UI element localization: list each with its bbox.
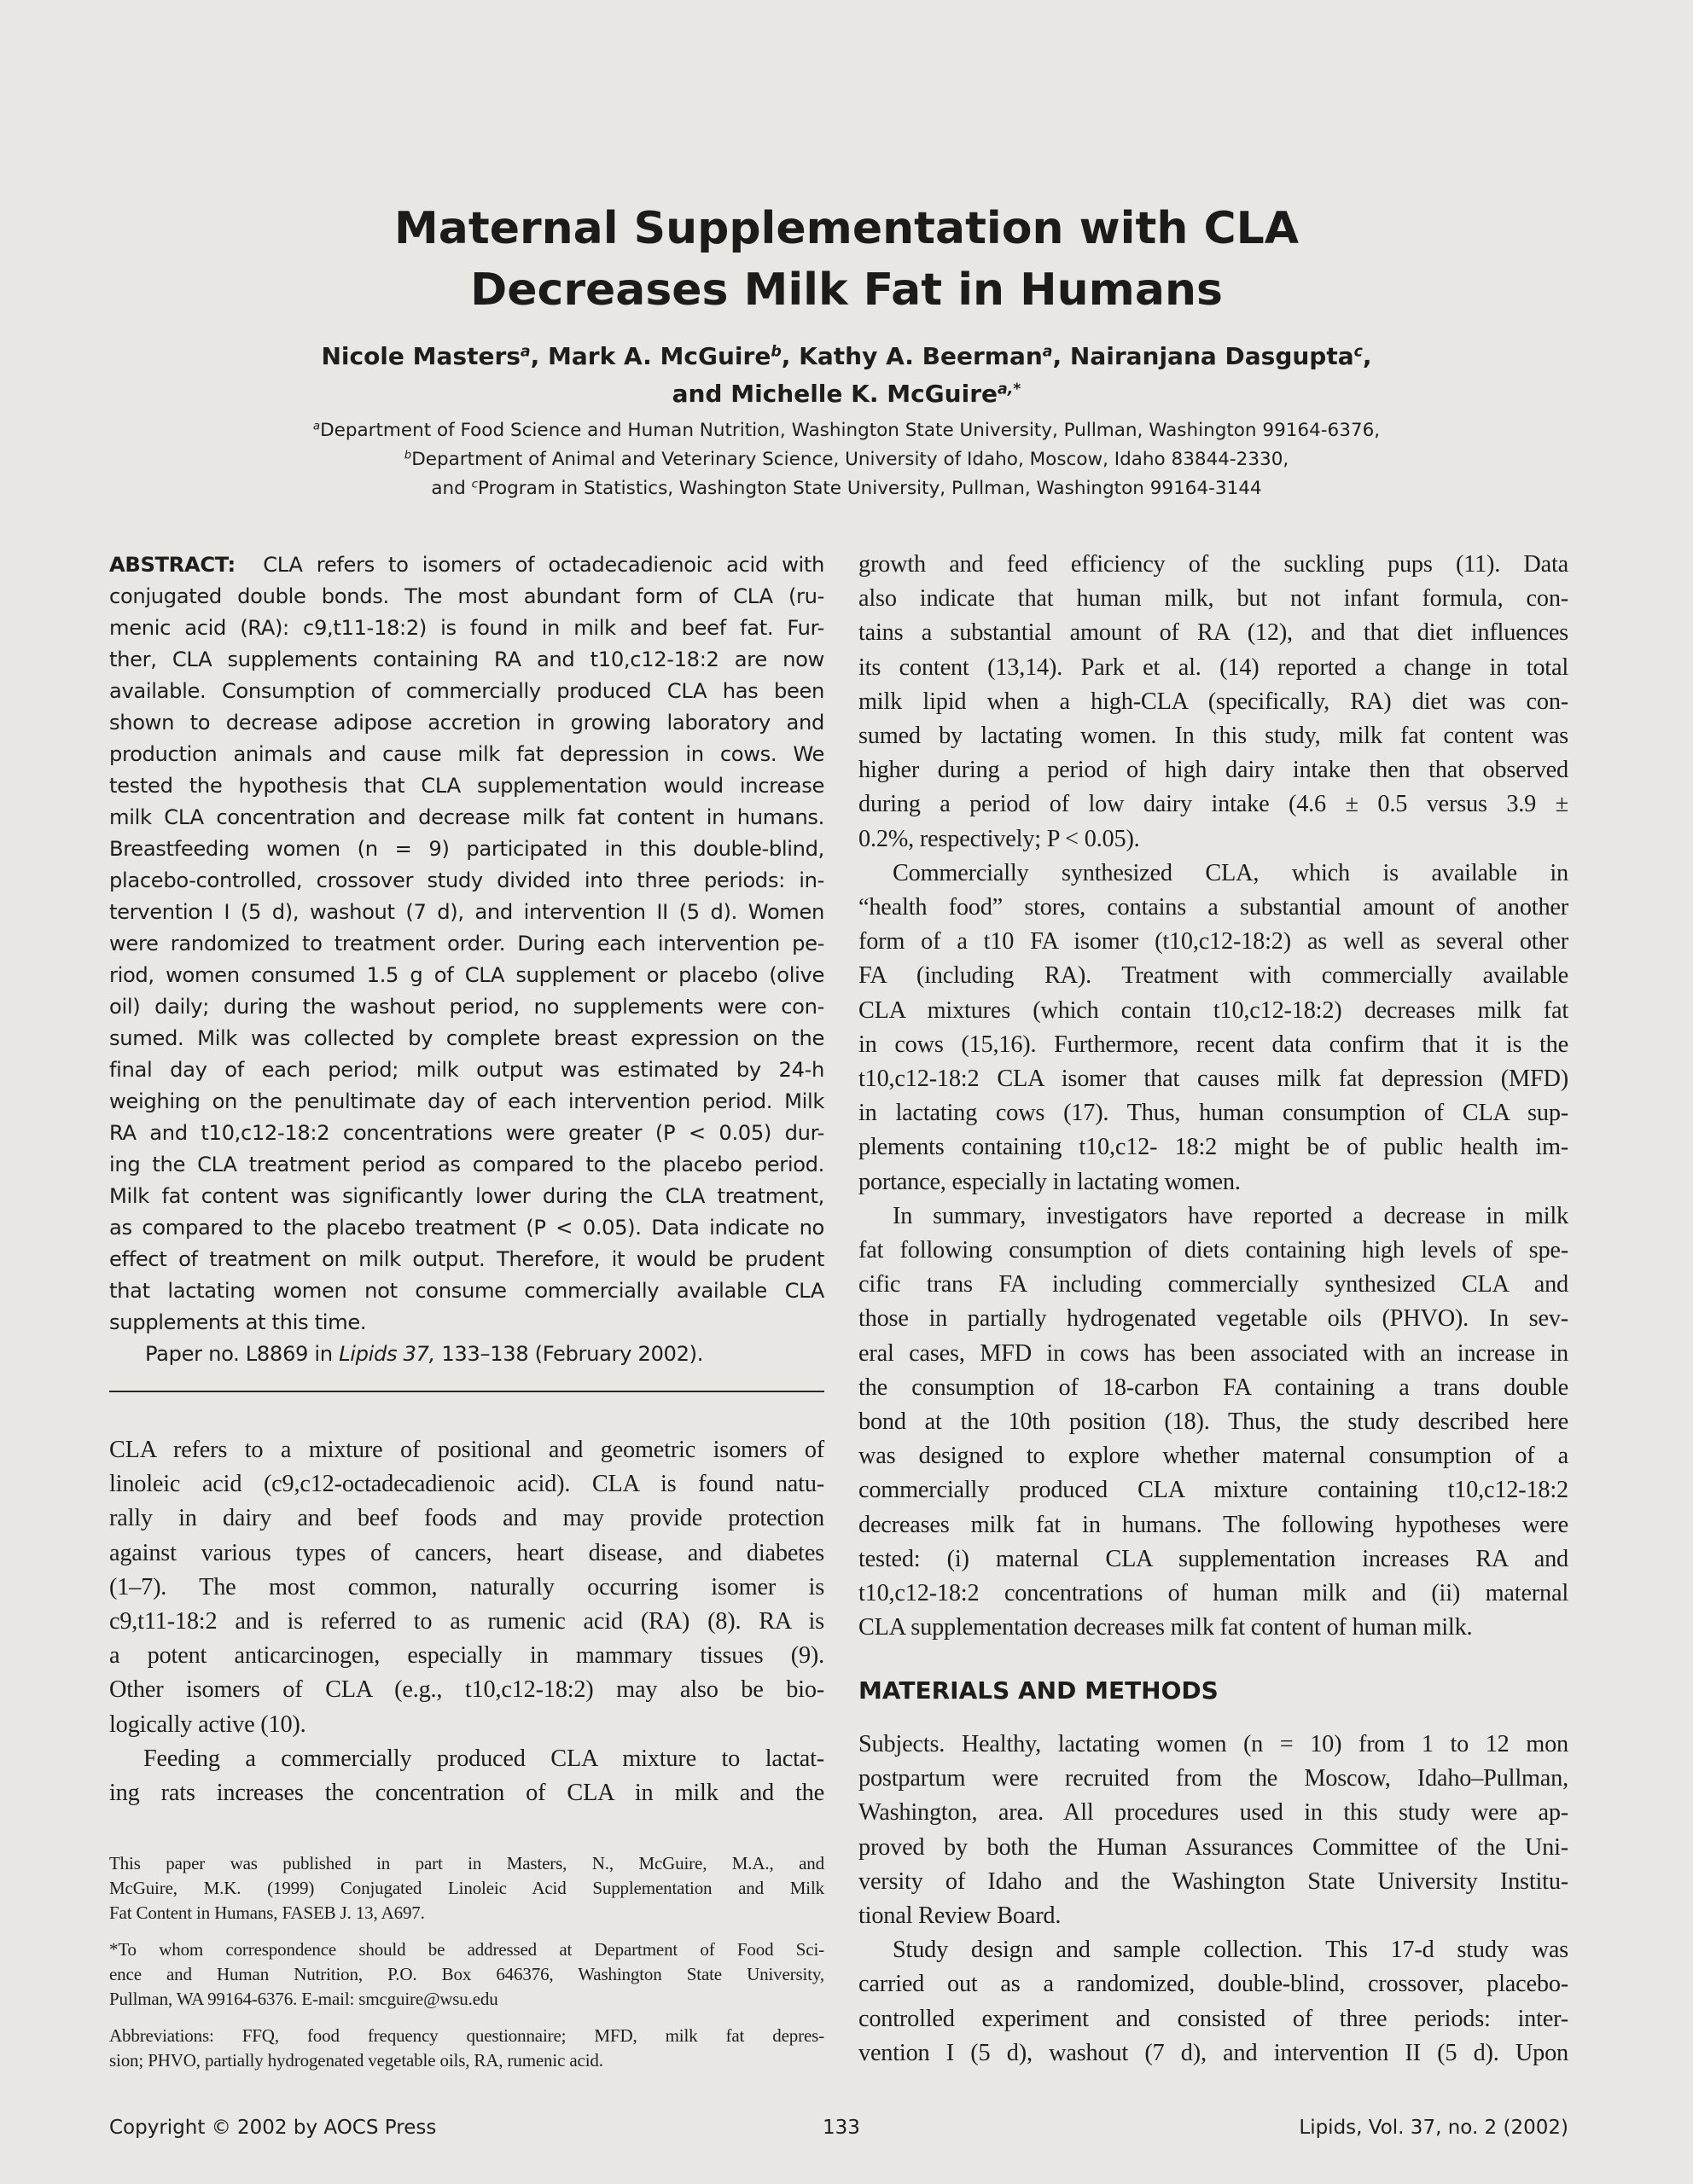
- body-line: 0.2%, respectively; P < 0.05).: [858, 825, 1140, 852]
- author-name: Michelle K. McGuire: [730, 380, 998, 408]
- author-affil-mark: b: [771, 343, 782, 361]
- abstract-line: available. Consumption of commercially produced CLA has been: [109, 679, 824, 703]
- body-line: in lactating cows (17). Thus, human consumption of CLA sup-: [858, 1100, 1568, 1127]
- body-line: in cows (15,16). Furthermore, recent data confirm that it is the: [858, 1031, 1568, 1058]
- abstract-line: tervention I (5 d), washout (7 d), and intervention II (5 d). Women: [109, 900, 824, 924]
- abstract-line: Breastfeeding women (n = 9) participated in this double-blind,: [109, 837, 824, 861]
- body-line: t10,c12-18:2 concentrations of human milk and (ii) maternal: [858, 1580, 1568, 1607]
- abstract-line: conjugated double bonds. The most abundant form of CLA (ru-: [109, 584, 824, 608]
- body-line: portance, especially in lactating women.: [858, 1168, 1241, 1195]
- abstract-line: [109, 549, 824, 581]
- body-line: FA (including RA). Treatment with commercially available: [858, 962, 1568, 990]
- abstract-line: riod, women consumed 1.5 g of CLA supplement or placebo (olive: [109, 963, 824, 987]
- body-line: tested: (i) maternal CLA supplementation increases RA and: [858, 1545, 1568, 1572]
- journal-reference: Lipids, Vol. 37, no. 2 (2002): [1299, 2117, 1568, 2139]
- author-separator: ,: [1362, 342, 1372, 370]
- abstract-line: production animals and cause milk fat depression in cows. We: [109, 742, 824, 766]
- body-line: Washington, area. All procedures used in this study were ap-: [858, 1799, 1568, 1827]
- body-line: c9,t11-18:2 and is referred to as rumenic acid (RA) (8). RA is: [109, 1608, 824, 1635]
- body-line: t10,c12-18:2 CLA isomer that causes milk fat depression (MFD): [858, 1066, 1568, 1093]
- abstract-line: supplements at this time.: [109, 1310, 367, 1334]
- abstract-line: that lactating women not consume commercially available CLA: [109, 1279, 824, 1303]
- affiliations: [0, 416, 1693, 503]
- body-line: Other isomers of CLA (e.g., t10,c12-18:2) may also be bio-: [109, 1676, 824, 1704]
- body-line: tains a substantial amount of RA (12), and that diet influences: [858, 619, 1568, 647]
- footnote-line: Abbreviations: FFQ, food frequency questionnaire; MFD, milk fat depres-: [109, 2025, 824, 2046]
- right-column: [858, 548, 1568, 1646]
- body-line: “health food” stores, contains a substantial amount of another: [858, 894, 1568, 921]
- footnote-line: Pullman, WA 99164-6376. E-mail: smcguire@wsu.edu: [109, 1989, 498, 2009]
- body-line: milk lipid when a high-CLA (specifically, RA) diet was con-: [858, 688, 1568, 715]
- footnote-line: *To whom correspondence should be addressed at Department of Food Sci-: [109, 1939, 824, 1960]
- affil-mark: b: [404, 449, 412, 462]
- footnote-line: McGuire, M.K. (1999) Conjugated Linoleic Acid Supplementation and Milk: [109, 1878, 824, 1898]
- footnote-line: Fat Content in Humans, FASEB J. 13, A697.: [109, 1902, 425, 1923]
- abstract-line: ing the CLA treatment period as compared to the placebo period.: [109, 1153, 824, 1176]
- body-line: decreases milk fat in humans. The following hypotheses were: [858, 1511, 1568, 1538]
- abstract-line: Milk fat content was significantly lower during the CLA treatment,: [109, 1184, 824, 1208]
- body-line: carried out as a randomized, double-blind, crossover, placebo-: [858, 1971, 1568, 1998]
- body-line: logically active (10).: [109, 1711, 306, 1738]
- abstract-divider: [109, 1391, 824, 1392]
- abstract-line: milk CLA concentration and decrease milk fat content in humans.: [109, 805, 824, 829]
- authors-line-2: [0, 375, 1693, 413]
- abstract-line: RA and t10,c12-18:2 concentrations were greater (P < 0.05) dur-: [109, 1121, 824, 1145]
- body-line: CLA supplementation decreases milk fat content of human milk.: [858, 1614, 1473, 1641]
- body-line: was designed to explore whether maternal consumption of a: [858, 1443, 1568, 1470]
- citation-journal: Lipids 37,: [339, 1342, 435, 1366]
- copyright-notice: Copyright © 2002 by AOCS Press: [109, 2117, 437, 2139]
- body-line: bond at the 10th position (18). Thus, the study described here: [858, 1409, 1568, 1436]
- footnotes: [109, 1851, 824, 2073]
- body-line: controlled experiment and consisted of three periods: inter-: [858, 2005, 1568, 2032]
- affil-text: Department of Food Science and Human Nutrition, Washington State University, Pullman, Washington 99164-6376,: [320, 420, 1381, 441]
- author-affil-mark: a,*: [998, 380, 1021, 398]
- affil-prefix: and: [431, 478, 466, 499]
- page-number: 133: [823, 2117, 860, 2139]
- body-line: the consumption of 18-carbon FA containing a trans double: [858, 1374, 1568, 1401]
- citation-pages: 133–138 (February 2002).: [441, 1342, 704, 1366]
- affil-text: Program in Statistics, Washington State University, Pullman, Washington 99164-3144: [478, 478, 1262, 499]
- body-line: vention I (5 d), washout (7 d), and intervention II (5 d). Upon: [858, 2039, 1568, 2066]
- body-line: rally in dairy and beef foods and may provide protection: [109, 1505, 824, 1532]
- author-separator: ,: [1052, 342, 1062, 370]
- section-heading: MATERIALS AND METHODS: [858, 1676, 1219, 1705]
- body-line: In summary, investigators have reported a decrease in milk: [893, 1202, 1568, 1229]
- body-line: sumed by lactating women. In this study, milk fat content was: [858, 723, 1568, 750]
- body-line: linoleic acid (c9,c12-octadecadienoic acid). CLA is found natu-: [109, 1471, 824, 1498]
- author-name: Nicole Masters: [321, 342, 521, 370]
- author-name: Nairanjana Dasgupta: [1069, 342, 1354, 370]
- affiliation-b: [0, 445, 1693, 474]
- body-line: versity of Idaho and the Washington State University Institu-: [858, 1867, 1568, 1895]
- footnote-gap: [109, 1926, 824, 1937]
- introduction-column: [109, 1433, 824, 1810]
- abstract-line: placebo-controlled, crossover study divided into three periods: in-: [109, 868, 824, 892]
- body-line: Commercially synthesized CLA, which is available in: [893, 859, 1568, 886]
- author-separator: ,: [530, 342, 540, 370]
- author-conjunction: and: [672, 380, 723, 408]
- article-title: [0, 198, 1693, 321]
- affil-mark: c: [471, 478, 478, 491]
- abstract-line: menic acid (RA): c9,t11-18:2) is found in milk and beef fat. Fur-: [109, 616, 824, 640]
- citation-paper-no: Paper no. L8869 in: [145, 1342, 333, 1366]
- body-line: postpartum were recruited from the Moscow, Idaho–Pullman,: [858, 1765, 1568, 1792]
- body-line: against various types of cancers, heart disease, and diabetes: [109, 1539, 824, 1566]
- affiliation-a: [0, 416, 1693, 445]
- body-line: ing rats increases the concentration of CLA in milk and the: [109, 1780, 824, 1807]
- affil-mark: a: [312, 420, 321, 433]
- body-line: also indicate that human milk, but not infant formula, con-: [858, 585, 1568, 613]
- abstract-line: were randomized to treatment order. During each intervention pe-: [109, 932, 824, 956]
- author-affil-mark: c: [1353, 343, 1363, 361]
- abstract-line: final day of each period; milk output was estimated by 24-h: [109, 1058, 824, 1082]
- body-line: plements containing t10,c12- 18:2 might be of public health im-: [858, 1134, 1568, 1161]
- author-separator: ,: [781, 342, 791, 370]
- affil-text: Department of Animal and Veterinary Science, University of Idaho, Moscow, Idaho 83844-2330,: [411, 449, 1289, 470]
- body-line: its content (13,14). Park et al. (14) reported a change in total: [858, 653, 1568, 681]
- body-line: form of a t10 FA isomer (t10,c12-18:2) as well as several other: [858, 928, 1568, 956]
- footnote-line: sion; PHVO, partially hydrogenated vegetable oils, RA, rumenic acid.: [109, 2050, 603, 2071]
- abstract-line: shown to decrease adipose accretion in growing laboratory and: [109, 711, 824, 735]
- methods-column: [858, 1728, 1568, 2071]
- abstract-line: ther, CLA supplements containing RA and t10,c12-18:2 are now: [109, 648, 824, 671]
- footnote-line: This paper was published in part in Masters, N., McGuire, M.A., and: [109, 1853, 824, 1873]
- abstract-label: ABSTRACT:: [109, 553, 236, 577]
- body-line: a potent anticarcinogen, especially in mammary tissues (9).: [109, 1642, 824, 1670]
- abstract-text: CLA refers to isomers of octadecadienoic acid with: [263, 553, 824, 577]
- body-line: during a period of low dairy intake (4.6 ± 0.5 versus 3.9 ±: [858, 791, 1568, 818]
- body-line: higher during a period of high dairy intake then that observed: [858, 757, 1568, 784]
- title-line-2: Decreases Milk Fat in Humans: [470, 264, 1223, 316]
- author-list: [0, 338, 1693, 413]
- body-line: (1–7). The most common, naturally occurring isomer is: [109, 1573, 824, 1600]
- body-line: fat following consumption of diets containing high levels of spe-: [858, 1237, 1568, 1264]
- abstract-citation: [109, 1339, 824, 1370]
- body-line: CLA mixtures (which contain t10,c12-18:2) decreases milk fat: [858, 996, 1568, 1024]
- author-affil-mark: a: [520, 343, 531, 361]
- body-line: Feeding a commercially produced CLA mixture to lactat-: [143, 1745, 824, 1772]
- author-name: Kathy A. Beerman: [799, 342, 1043, 370]
- body-line: commercially produced CLA mixture containing t10,c12-18:2: [858, 1477, 1568, 1504]
- authors-line-1: [0, 338, 1693, 375]
- abstract-line: tested the hypothesis that CLA supplementation would increase: [109, 774, 824, 798]
- page-footer: [109, 2112, 1568, 2143]
- body-line: proved by both the Human Assurances Committee of the Uni-: [858, 1833, 1568, 1861]
- body-line: growth and feed efficiency of the suckling pups (11). Data: [858, 551, 1568, 578]
- body-line: CLA refers to a mixture of positional and geometric isomers of: [109, 1437, 824, 1463]
- abstract-line: effect of treatment on milk output. Therefore, it would be prudent: [109, 1247, 824, 1271]
- body-line: eral cases, MFD in cows has been associated with an increase in: [858, 1339, 1568, 1367]
- author-name: Mark A. McGuire: [548, 342, 771, 370]
- body-line: Study design and sample collection. This 17-d study was: [893, 1937, 1568, 1964]
- footnote-gap: [109, 2012, 824, 2024]
- body-line: those in partially hydrogenated vegetable oils (PHVO). In sev-: [858, 1305, 1568, 1333]
- body-line: Subjects. Healthy, lactating women (n = 10) from 1 to 12 mon: [858, 1731, 1568, 1757]
- body-line: cific trans FA including commercially synthesized CLA and: [858, 1271, 1568, 1298]
- footnote-line: ence and Human Nutrition, P.O. Box 646376, Washington State University,: [109, 1964, 824, 1984]
- body-line: tional Review Board.: [858, 1902, 1062, 1930]
- affiliation-c: [0, 474, 1693, 503]
- abstract-line: sumed. Milk was collected by complete breast expression on the: [109, 1026, 824, 1050]
- author-affil-mark: a: [1042, 343, 1053, 361]
- abstract-line: oil) daily; during the washout period, no supplements were con-: [109, 995, 824, 1019]
- abstract-line: weighing on the penultimate day of each intervention period. Milk: [109, 1089, 824, 1113]
- title-line-1: Maternal Supplementation with CLA: [394, 203, 1299, 254]
- abstract-line: as compared to the placebo treatment (P < 0.05). Data indicate no: [109, 1216, 824, 1240]
- abstract: [109, 549, 824, 1370]
